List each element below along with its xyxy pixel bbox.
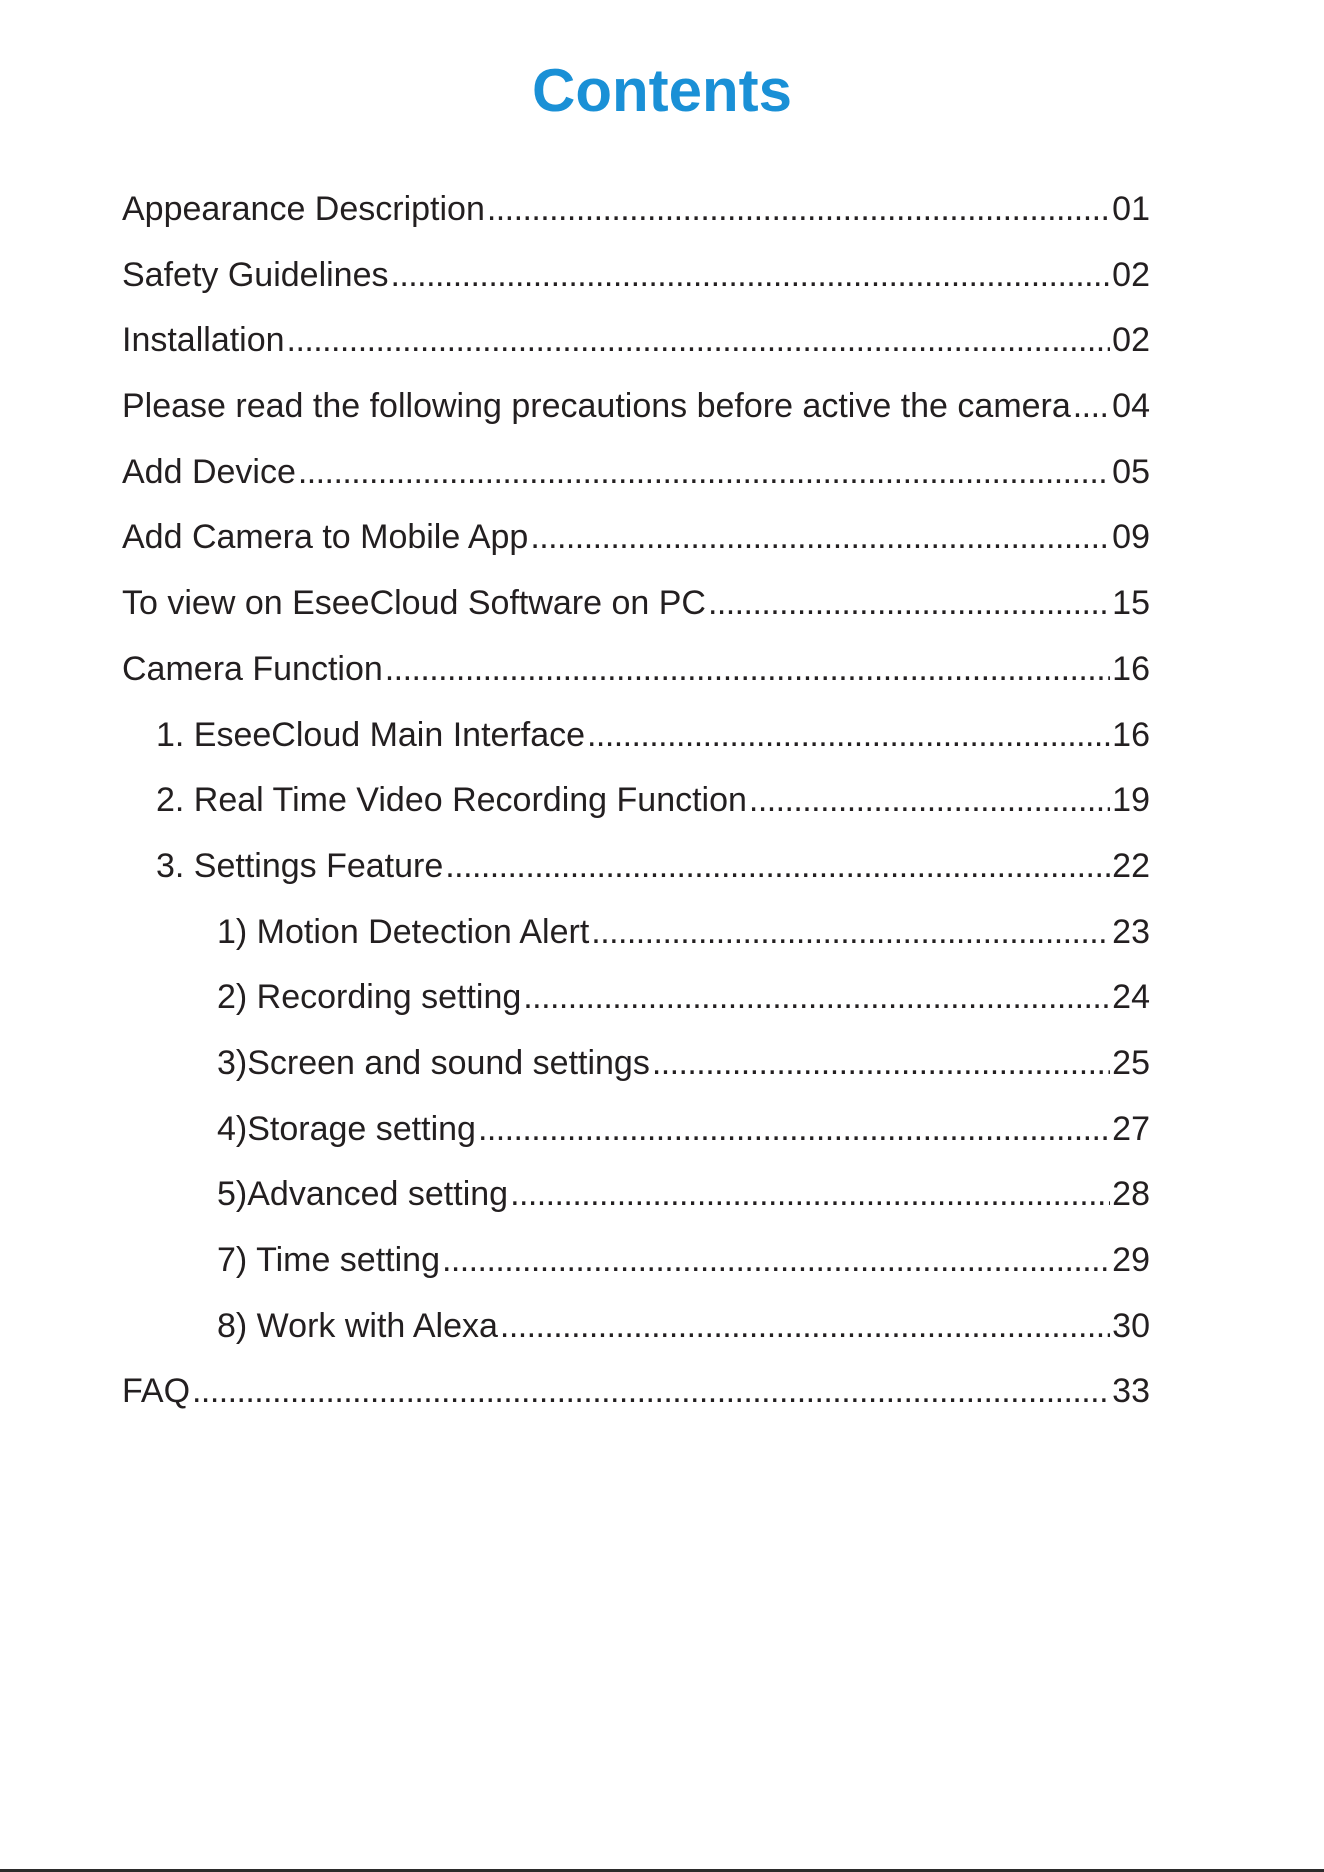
dot-leader <box>391 258 1111 292</box>
toc-entry-label: Camera Function <box>122 649 383 688</box>
dot-leader <box>287 323 1111 357</box>
toc-entry-page: 23 <box>1112 912 1150 951</box>
toc-entry-page: 05 <box>1112 452 1150 491</box>
toc-entry-eseecloud-pc[interactable] <box>122 586 1150 652</box>
toc-entry-label: 3. Settings Feature <box>156 846 444 885</box>
toc-entry-page: 16 <box>1112 715 1150 754</box>
toc-entry-time-setting[interactable] <box>122 1243 1150 1309</box>
toc-entry-page: 02 <box>1112 255 1150 294</box>
toc-entry-storage-setting[interactable] <box>122 1109 1150 1178</box>
toc-entry-page: 16 <box>1112 649 1150 688</box>
table-of-contents <box>122 192 1150 1440</box>
toc-entry-page: 04 <box>1112 387 1150 426</box>
dot-leader <box>298 455 1110 489</box>
toc-entry-page: 28 <box>1112 1175 1150 1214</box>
toc-entry-label: Safety Guidelines <box>122 255 389 294</box>
toc-entry-installation[interactable] <box>122 323 1150 389</box>
dot-leader <box>530 520 1110 554</box>
dot-leader <box>749 783 1110 817</box>
toc-entry-page: 30 <box>1112 1306 1150 1345</box>
toc-entry-advanced-setting[interactable] <box>122 1177 1150 1243</box>
toc-entry-label: 4)Storage setting <box>217 1109 476 1148</box>
toc-entry-page: 29 <box>1112 1241 1150 1279</box>
toc-entry-label: Appearance Description <box>122 190 485 228</box>
toc-entry-appearance-description[interactable] <box>122 192 1150 258</box>
toc-entry-page: 09 <box>1112 518 1150 557</box>
toc-entry-page: 33 <box>1112 1372 1150 1411</box>
toc-entry-page: 24 <box>1112 978 1150 1017</box>
dot-leader <box>591 915 1110 949</box>
dot-leader <box>487 192 1110 226</box>
dot-leader <box>523 980 1110 1014</box>
toc-entry-label: 5)Advanced setting <box>217 1175 509 1214</box>
toc-entry-label: 1) Motion Detection Alert <box>217 912 590 951</box>
toc-entry-camera-function[interactable] <box>122 649 1150 718</box>
dot-leader <box>192 1374 1110 1408</box>
toc-entry-add-device[interactable] <box>122 452 1150 521</box>
dot-leader <box>500 1309 1110 1343</box>
toc-entry-motion-detection[interactable] <box>122 912 1150 981</box>
toc-entry-page: 19 <box>1112 781 1150 820</box>
toc-entry-label: Add Camera to Mobile App <box>122 518 529 557</box>
toc-entry-label: 2) Recording setting <box>217 978 522 1017</box>
toc-entry-label: 1. EseeCloud Main Interface <box>156 715 586 754</box>
toc-entry-safety-guidelines[interactable] <box>122 255 1150 324</box>
toc-entry-add-camera-mobile-app[interactable] <box>122 520 1150 586</box>
toc-entry-label: Installation <box>122 321 285 360</box>
toc-entry-page: 01 <box>1112 190 1150 228</box>
dot-leader <box>478 1112 1110 1146</box>
toc-entry-settings-feature[interactable] <box>122 846 1150 915</box>
toc-entry-label: 2. Real Time Video Recording Function <box>156 781 747 820</box>
toc-entry-label: 7) Time setting <box>217 1241 440 1279</box>
toc-entry-page: 02 <box>1112 321 1150 360</box>
toc-entry-label: FAQ <box>122 1372 191 1411</box>
toc-entry-label: To view on EseeCloud Software on PC <box>122 584 706 623</box>
dot-leader <box>385 652 1110 686</box>
dot-leader <box>708 586 1110 620</box>
toc-entry-page: 22 <box>1112 846 1150 885</box>
toc-entry-page: 27 <box>1112 1109 1150 1148</box>
toc-entry-work-with-alexa[interactable] <box>122 1306 1150 1375</box>
toc-entry-label: Add Device <box>122 452 296 491</box>
toc-entry-precautions[interactable] <box>122 389 1150 455</box>
toc-entry-label: Please read the following precautions before active the camera <box>122 387 1071 426</box>
toc-entry-page: 15 <box>1112 584 1150 623</box>
dot-leader <box>442 1243 1110 1277</box>
dot-leader <box>510 1177 1110 1211</box>
toc-entry-screen-sound[interactable] <box>122 1043 1150 1112</box>
toc-entry-label: 8) Work with Alexa <box>217 1306 498 1345</box>
toc-entry-recording-setting[interactable] <box>122 980 1150 1046</box>
toc-entry-faq[interactable] <box>122 1374 1150 1440</box>
toc-entry-main-interface[interactable] <box>122 715 1150 784</box>
page-title: Contents <box>532 57 792 124</box>
dot-leader <box>587 718 1110 752</box>
dot-leader <box>1073 389 1110 423</box>
toc-entry-label: 3)Screen and sound settings <box>217 1043 650 1082</box>
toc-entry-page: 25 <box>1112 1043 1150 1082</box>
toc-entry-real-time-recording[interactable] <box>122 783 1150 849</box>
dot-leader <box>445 849 1110 883</box>
dot-leader <box>652 1046 1110 1080</box>
